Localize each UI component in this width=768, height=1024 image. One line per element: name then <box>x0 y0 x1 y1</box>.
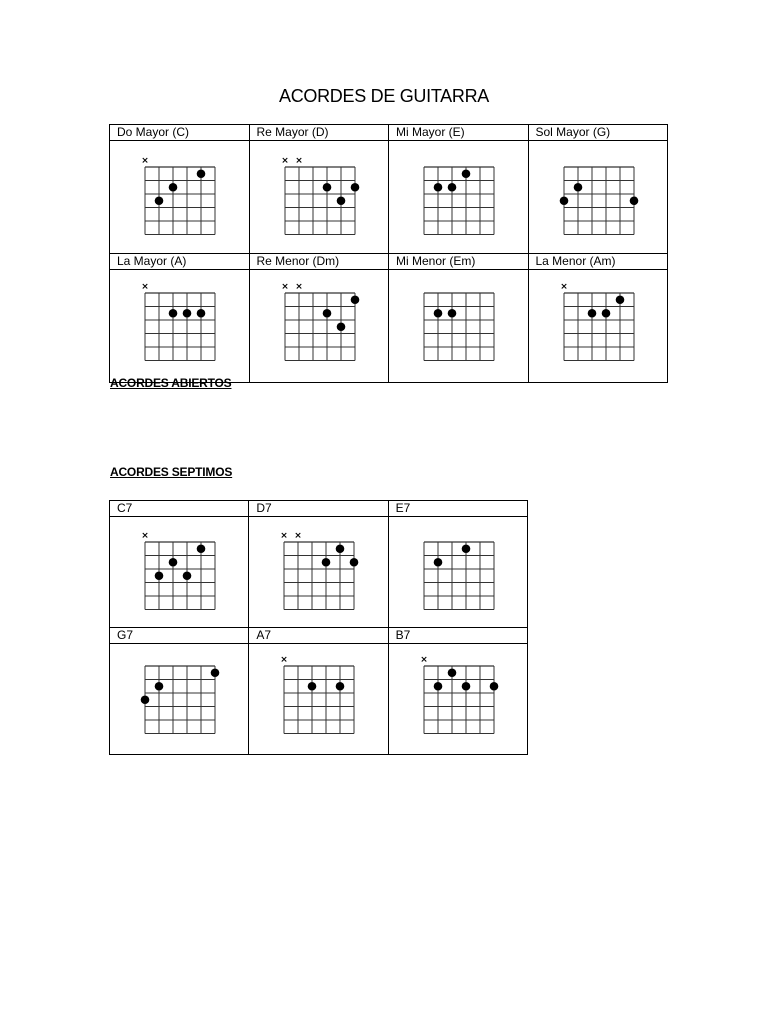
finger-dot <box>183 571 192 580</box>
chord-label: D7 <box>249 501 388 517</box>
chord-cell <box>110 517 249 628</box>
chord-diagram <box>529 270 668 376</box>
finger-dot <box>615 295 624 304</box>
finger-dot <box>447 668 456 677</box>
finger-dot <box>433 558 442 567</box>
finger-dot <box>197 544 206 553</box>
chord-cell <box>388 644 527 755</box>
finger-dot <box>462 169 471 178</box>
finger-dot <box>629 196 638 205</box>
chord-label: G7 <box>110 628 249 644</box>
finger-dot <box>350 183 359 192</box>
finger-dot <box>461 544 470 553</box>
finger-dot <box>211 668 220 677</box>
chord-cell <box>388 517 527 628</box>
finger-dot <box>573 183 582 192</box>
finger-dot <box>433 682 442 691</box>
chord-diagram <box>389 141 528 253</box>
section-heading-seventh-chords: ACORDES SEPTIMOS <box>110 465 233 479</box>
chord-cell <box>249 141 389 254</box>
chord-label: La Menor (Am) <box>528 254 668 270</box>
finger-dot <box>155 571 164 580</box>
finger-dot <box>155 682 164 691</box>
chord-diagram <box>389 270 528 376</box>
chord-label: Re Menor (Dm) <box>249 254 389 270</box>
finger-dot <box>322 183 331 192</box>
chord-label: Mi Mayor (E) <box>389 125 529 141</box>
finger-dot <box>197 309 206 318</box>
finger-dot <box>169 183 178 192</box>
chord-cell <box>110 644 249 755</box>
chord-label: C7 <box>110 501 249 517</box>
chord-label: E7 <box>388 501 527 517</box>
muted-string-mark: × <box>280 655 289 665</box>
muted-string-mark: × <box>559 282 568 292</box>
muted-string-mark: × <box>419 655 428 665</box>
chord-cell <box>389 141 529 254</box>
finger-dot <box>434 183 443 192</box>
muted-string-mark: × <box>294 156 303 166</box>
finger-dot <box>434 309 443 318</box>
muted-string-mark: × <box>141 531 149 541</box>
chord-cell <box>249 517 388 628</box>
muted-string-mark: × <box>294 531 303 541</box>
finger-dot <box>350 558 359 567</box>
chord-cell <box>528 270 668 383</box>
finger-dot <box>559 196 568 205</box>
open-chords-table <box>109 124 668 383</box>
chord-label: Sol Mayor (G) <box>528 125 668 141</box>
chord-diagram <box>249 517 388 627</box>
finger-dot <box>350 295 359 304</box>
chord-diagram <box>249 644 388 748</box>
finger-dot <box>336 682 345 691</box>
chord-label: A7 <box>249 628 388 644</box>
muted-string-mark: × <box>280 282 289 292</box>
finger-dot <box>155 196 164 205</box>
chord-cell <box>249 270 389 383</box>
finger-dot <box>322 558 331 567</box>
page-title: ACORDES DE GUITARRA <box>279 86 489 106</box>
finger-dot <box>141 695 150 704</box>
finger-dot <box>197 169 206 178</box>
finger-dot <box>448 183 457 192</box>
finger-dot <box>587 309 596 318</box>
chord-diagram <box>250 141 389 253</box>
chord-cell <box>110 270 250 383</box>
chord-diagram <box>389 517 528 627</box>
finger-dot <box>183 309 192 318</box>
muted-string-mark: × <box>280 531 289 541</box>
section-heading-open-chords: ACORDES ABIERTOS <box>110 376 232 390</box>
chord-cell <box>249 644 388 755</box>
chord-diagram <box>250 270 389 376</box>
chord-diagram <box>389 644 528 748</box>
chord-cell <box>528 141 668 254</box>
muted-string-mark: × <box>141 282 149 292</box>
finger-dot <box>336 322 345 331</box>
chord-diagram <box>529 141 668 253</box>
finger-dot <box>461 682 470 691</box>
chord-label: Re Mayor (D) <box>249 125 389 141</box>
finger-dot <box>448 309 457 318</box>
chord-cell <box>110 141 250 254</box>
chord-label: B7 <box>388 628 527 644</box>
chord-cell <box>389 270 529 383</box>
seventh-chords-table <box>109 500 528 755</box>
finger-dot <box>336 544 345 553</box>
chord-diagram <box>110 270 249 376</box>
finger-dot <box>489 682 498 691</box>
finger-dot <box>308 682 317 691</box>
finger-dot <box>322 309 331 318</box>
muted-string-mark: × <box>294 282 303 292</box>
chord-label: La Mayor (A) <box>110 254 250 270</box>
muted-string-mark: × <box>141 156 149 166</box>
chord-diagram <box>110 644 249 748</box>
muted-string-mark: × <box>280 156 289 166</box>
finger-dot <box>169 309 178 318</box>
chord-label: Do Mayor (C) <box>110 125 250 141</box>
chord-diagram <box>110 141 249 253</box>
chord-label: Mi Menor (Em) <box>389 254 529 270</box>
chord-diagram <box>110 517 249 627</box>
finger-dot <box>601 309 610 318</box>
finger-dot <box>169 558 178 567</box>
finger-dot <box>336 196 345 205</box>
